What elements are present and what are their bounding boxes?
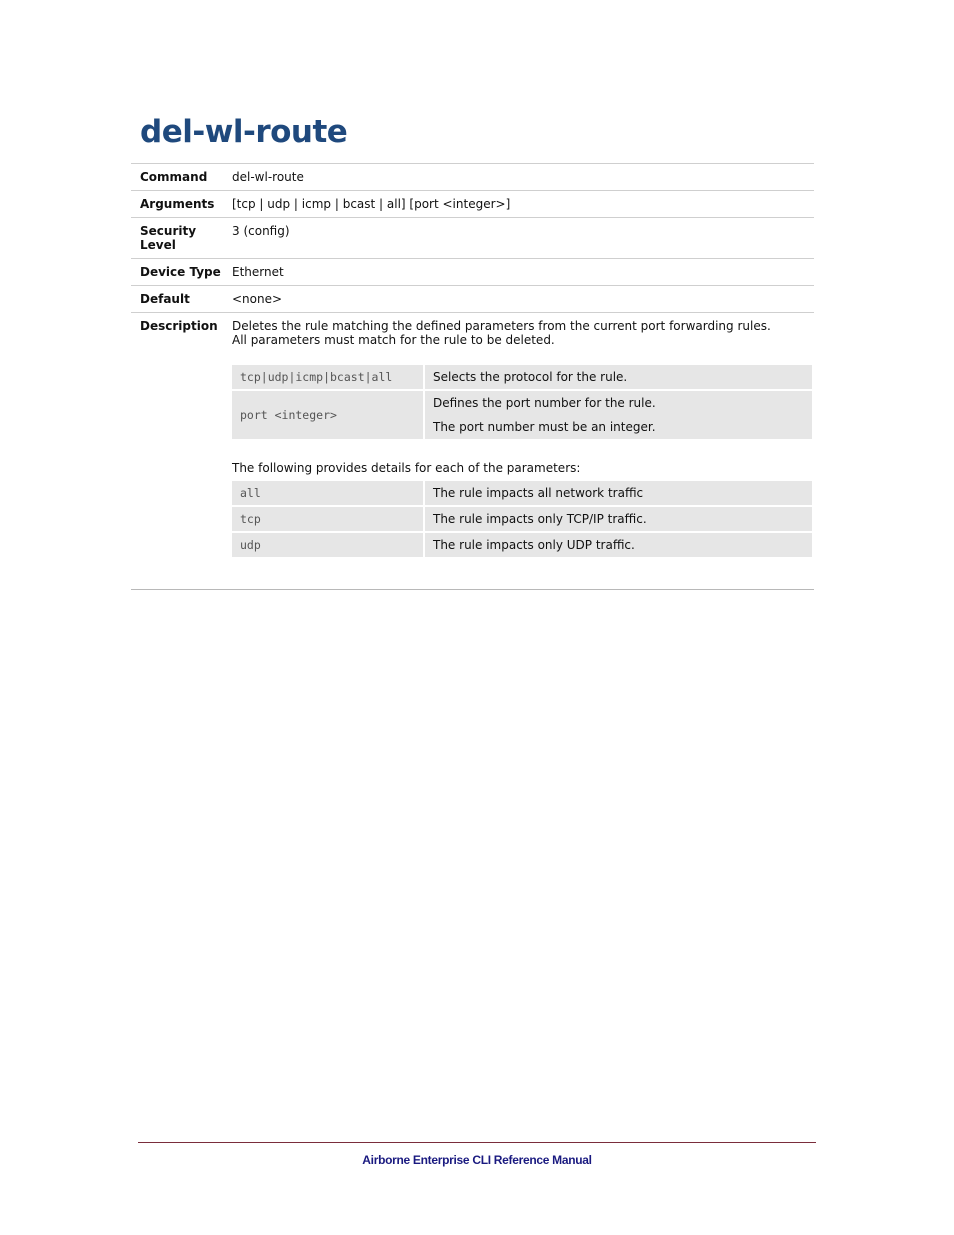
table-row xyxy=(232,365,812,389)
table-row xyxy=(232,481,812,505)
details-table xyxy=(230,479,814,559)
page-title: del-wl-route xyxy=(140,114,348,150)
detail-code: udp xyxy=(232,533,423,557)
command-reference-table xyxy=(131,163,814,590)
detail-description: The rule impacts only TCP/IP traffic. xyxy=(425,507,812,531)
default-label: Default xyxy=(131,286,223,313)
parameter-table xyxy=(230,363,814,441)
security-level-value: 3 (config) xyxy=(223,218,814,259)
table-row xyxy=(131,313,814,590)
param-description-line: The port number must be an integer. xyxy=(433,420,656,434)
device-type-label: Device Type xyxy=(131,259,223,286)
security-label-line1: Security xyxy=(140,224,197,238)
detail-code: all xyxy=(232,481,423,505)
command-value: del-wl-route xyxy=(223,164,814,191)
param-description-line: Defines the port number for the rule. xyxy=(433,396,656,410)
device-type-value: Ethernet xyxy=(223,259,814,286)
param-description: Selects the protocol for the rule. xyxy=(425,365,812,389)
param-code: port <integer> xyxy=(232,391,423,439)
table-row xyxy=(131,164,814,191)
arguments-label: Arguments xyxy=(131,191,223,218)
detail-description: The rule impacts only UDP traffic. xyxy=(425,533,812,557)
security-label-line2: Level xyxy=(140,238,176,252)
table-row xyxy=(131,191,814,218)
table-row xyxy=(232,507,812,531)
description-label: Description xyxy=(131,313,223,590)
description-cell xyxy=(223,313,814,590)
command-label: Command xyxy=(131,164,223,191)
default-value: <none> xyxy=(223,286,814,313)
footer-divider xyxy=(138,1142,816,1143)
table-row xyxy=(131,218,814,259)
table-row xyxy=(131,286,814,313)
security-level-label xyxy=(131,218,223,259)
table-row xyxy=(232,391,812,439)
arguments-value: [tcp | udp | icmp | bcast | all] [port <integer>] xyxy=(223,191,814,218)
detail-description: The rule impacts all network traffic xyxy=(425,481,812,505)
description-text: Deletes the rule matching the defined parameters from the current port forwarding rules. All parameters must match for the rule to be deleted. xyxy=(232,319,771,347)
table-row xyxy=(232,533,812,557)
param-code: tcp|udp|icmp|bcast|all xyxy=(232,365,423,389)
footer-manual-title: Airborne Enterprise CLI Reference Manual xyxy=(362,1153,592,1167)
details-intro-text: The following provides details for each of the parameters: xyxy=(232,461,581,475)
param-description xyxy=(425,391,812,439)
detail-code: tcp xyxy=(232,507,423,531)
table-row xyxy=(131,259,814,286)
